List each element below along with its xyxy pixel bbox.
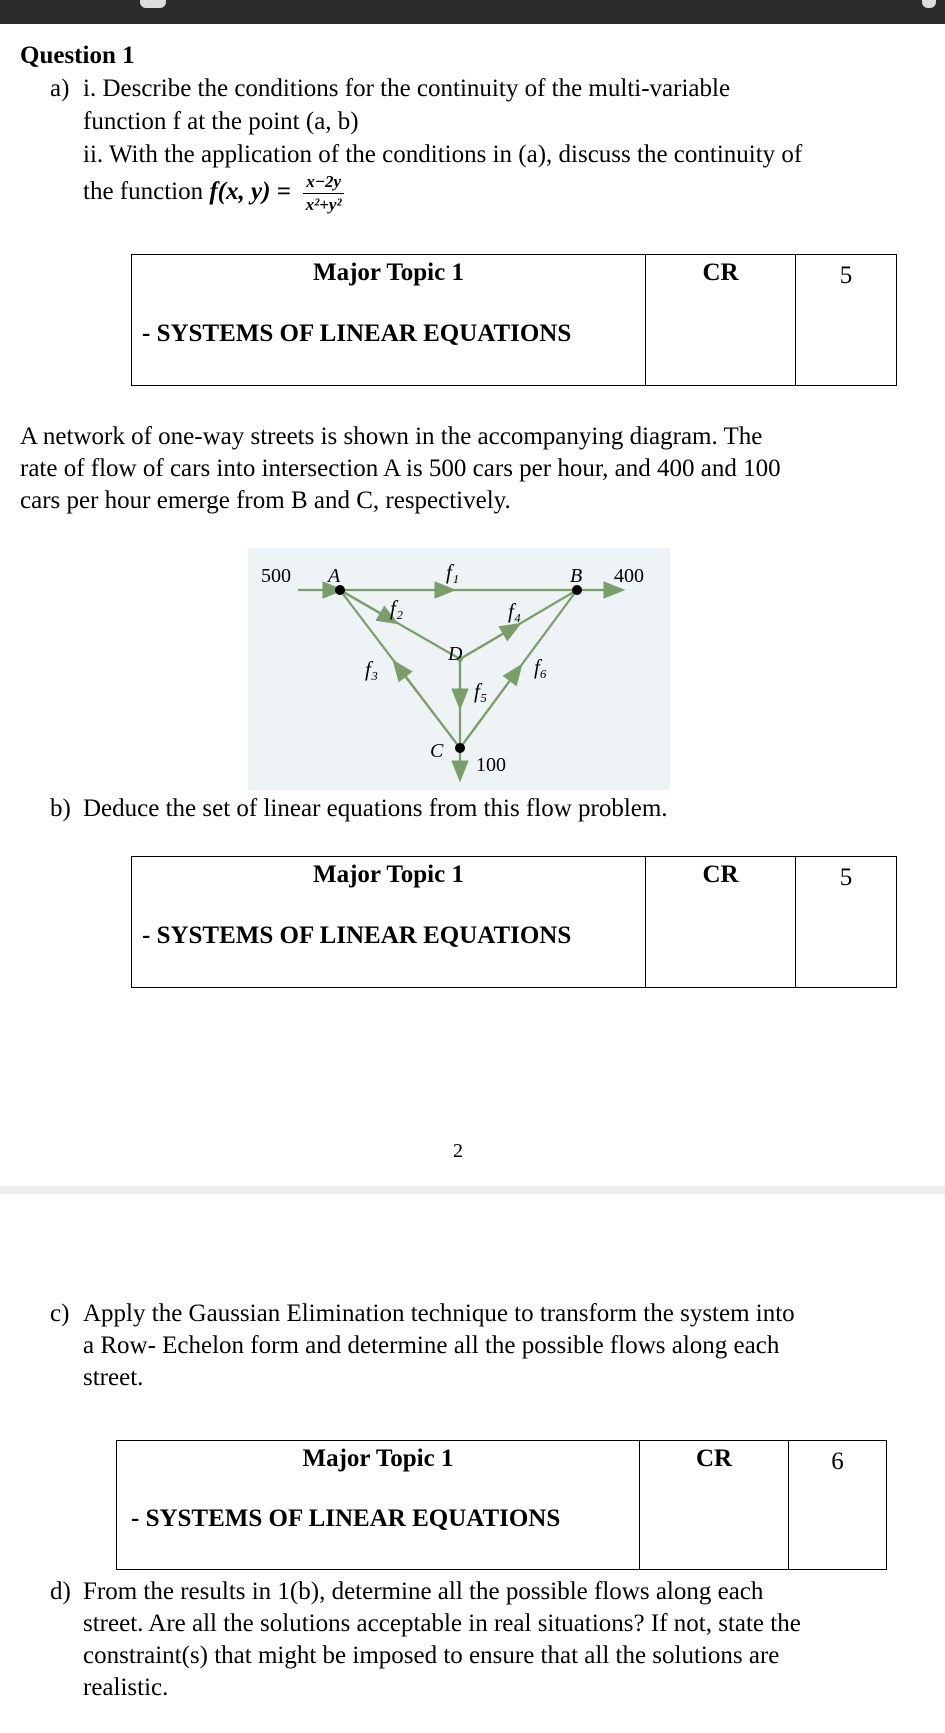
topic-cell <box>117 1441 640 1570</box>
topic-cell <box>132 857 646 988</box>
part-c-line-3: street. <box>83 1364 144 1391</box>
part-a-label: a) <box>50 75 70 102</box>
function-prefix: the function <box>83 178 204 206</box>
node-C-label: C <box>430 740 444 762</box>
part-a-line-2: function f at the point (a, b) <box>83 108 359 135</box>
marks-value: 6 <box>831 1448 844 1475</box>
code-label: CR <box>695 1445 733 1472</box>
flow-f3-label: f₃ <box>365 657 379 681</box>
topic-title: Major Topic 1 <box>302 1445 454 1472</box>
code-cell <box>646 255 796 386</box>
code-label: CR <box>702 259 739 286</box>
topic-cell <box>132 255 646 386</box>
part-c-line-2: a Row- Echelon form and determine all the possible flows along each <box>83 1332 780 1359</box>
network-intro-line-2: rate of flow of cars into intersection A is 500 cars per hour, and 400 and 100 <box>20 455 781 482</box>
marks-cell <box>789 1441 887 1570</box>
flow-f1-label: f₁ <box>446 560 460 584</box>
code-cell <box>646 857 796 988</box>
page-number: 2 <box>453 1140 463 1162</box>
topic-subtitle: - SYSTEMS OF LINEAR EQUATIONS <box>131 1505 561 1532</box>
outflow-B-label: 400 <box>614 565 644 587</box>
marks-value: 5 <box>839 262 853 289</box>
question-heading: Question 1 <box>20 42 135 69</box>
node-D-label: D <box>448 643 463 665</box>
topic-subtitle: - SYSTEMS OF LINEAR EQUATIONS <box>142 922 572 949</box>
function-fraction <box>303 172 344 215</box>
part-d-label: d) <box>50 1578 71 1605</box>
outflow-C-label: 100 <box>476 754 506 776</box>
part-a-line-1: i. Describe the conditions for the continuity of the multi-variable <box>83 75 731 102</box>
node-A-label: A <box>328 565 341 587</box>
inflow-A-label: 500 <box>261 565 291 587</box>
flow-f4-label: f₄ <box>508 599 522 623</box>
marks-cell <box>796 857 897 988</box>
flow-f5-label: f₅ <box>474 679 488 703</box>
flow-network-diagram <box>248 548 670 790</box>
part-d-line-4: realistic. <box>83 1674 169 1701</box>
marks-value: 5 <box>839 864 853 891</box>
topic-table-2 <box>131 856 897 988</box>
function-lhs: f(x, y) = <box>209 178 291 206</box>
topic-table-1 <box>131 254 897 386</box>
part-c-line-1: Apply the Gaussian Elimination technique to transform the system into <box>83 1300 795 1327</box>
node-B-label: B <box>570 565 583 587</box>
page-divider <box>0 1186 945 1194</box>
status-bar <box>0 0 945 24</box>
part-c-label: c) <box>50 1300 70 1327</box>
part-a-line-4 <box>83 172 344 215</box>
code-label: CR <box>702 861 739 888</box>
part-a-line-3: ii. With the application of the conditions in (a), discuss the continuity of <box>83 141 803 168</box>
part-d-line-2: street. Are all the solutions acceptable in real situations? If not, state the <box>83 1610 801 1637</box>
topic-title: Major Topic 1 <box>313 861 464 888</box>
part-d-line-3: constraint(s) that might be imposed to ensure that all the solutions are <box>83 1642 780 1669</box>
network-intro-line-1: A network of one-way streets is shown in the accompanying diagram. The <box>20 423 763 450</box>
topic-subtitle: - SYSTEMS OF LINEAR EQUATIONS <box>142 320 572 347</box>
fraction-numerator: x−2y <box>303 172 344 194</box>
code-cell <box>640 1441 789 1570</box>
topic-table-3 <box>116 1440 887 1570</box>
node-C <box>455 743 465 753</box>
part-b-label: b) <box>50 795 71 822</box>
topic-title: Major Topic 1 <box>313 259 464 286</box>
status-bar-indicator <box>922 0 936 8</box>
part-b-text: Deduce the set of linear equations from this flow problem. <box>83 795 668 822</box>
part-d-line-1: From the results in 1(b), determine all the possible flows along each <box>83 1578 764 1605</box>
flow-f2-label: f₂ <box>390 596 404 620</box>
status-bar-notch <box>140 0 166 8</box>
flow-f6-label: f₆ <box>534 655 548 679</box>
fraction-denominator: x²+y² <box>305 195 342 214</box>
marks-cell <box>796 255 897 386</box>
network-intro-line-3: cars per hour emerge from B and C, respectively. <box>20 487 511 514</box>
